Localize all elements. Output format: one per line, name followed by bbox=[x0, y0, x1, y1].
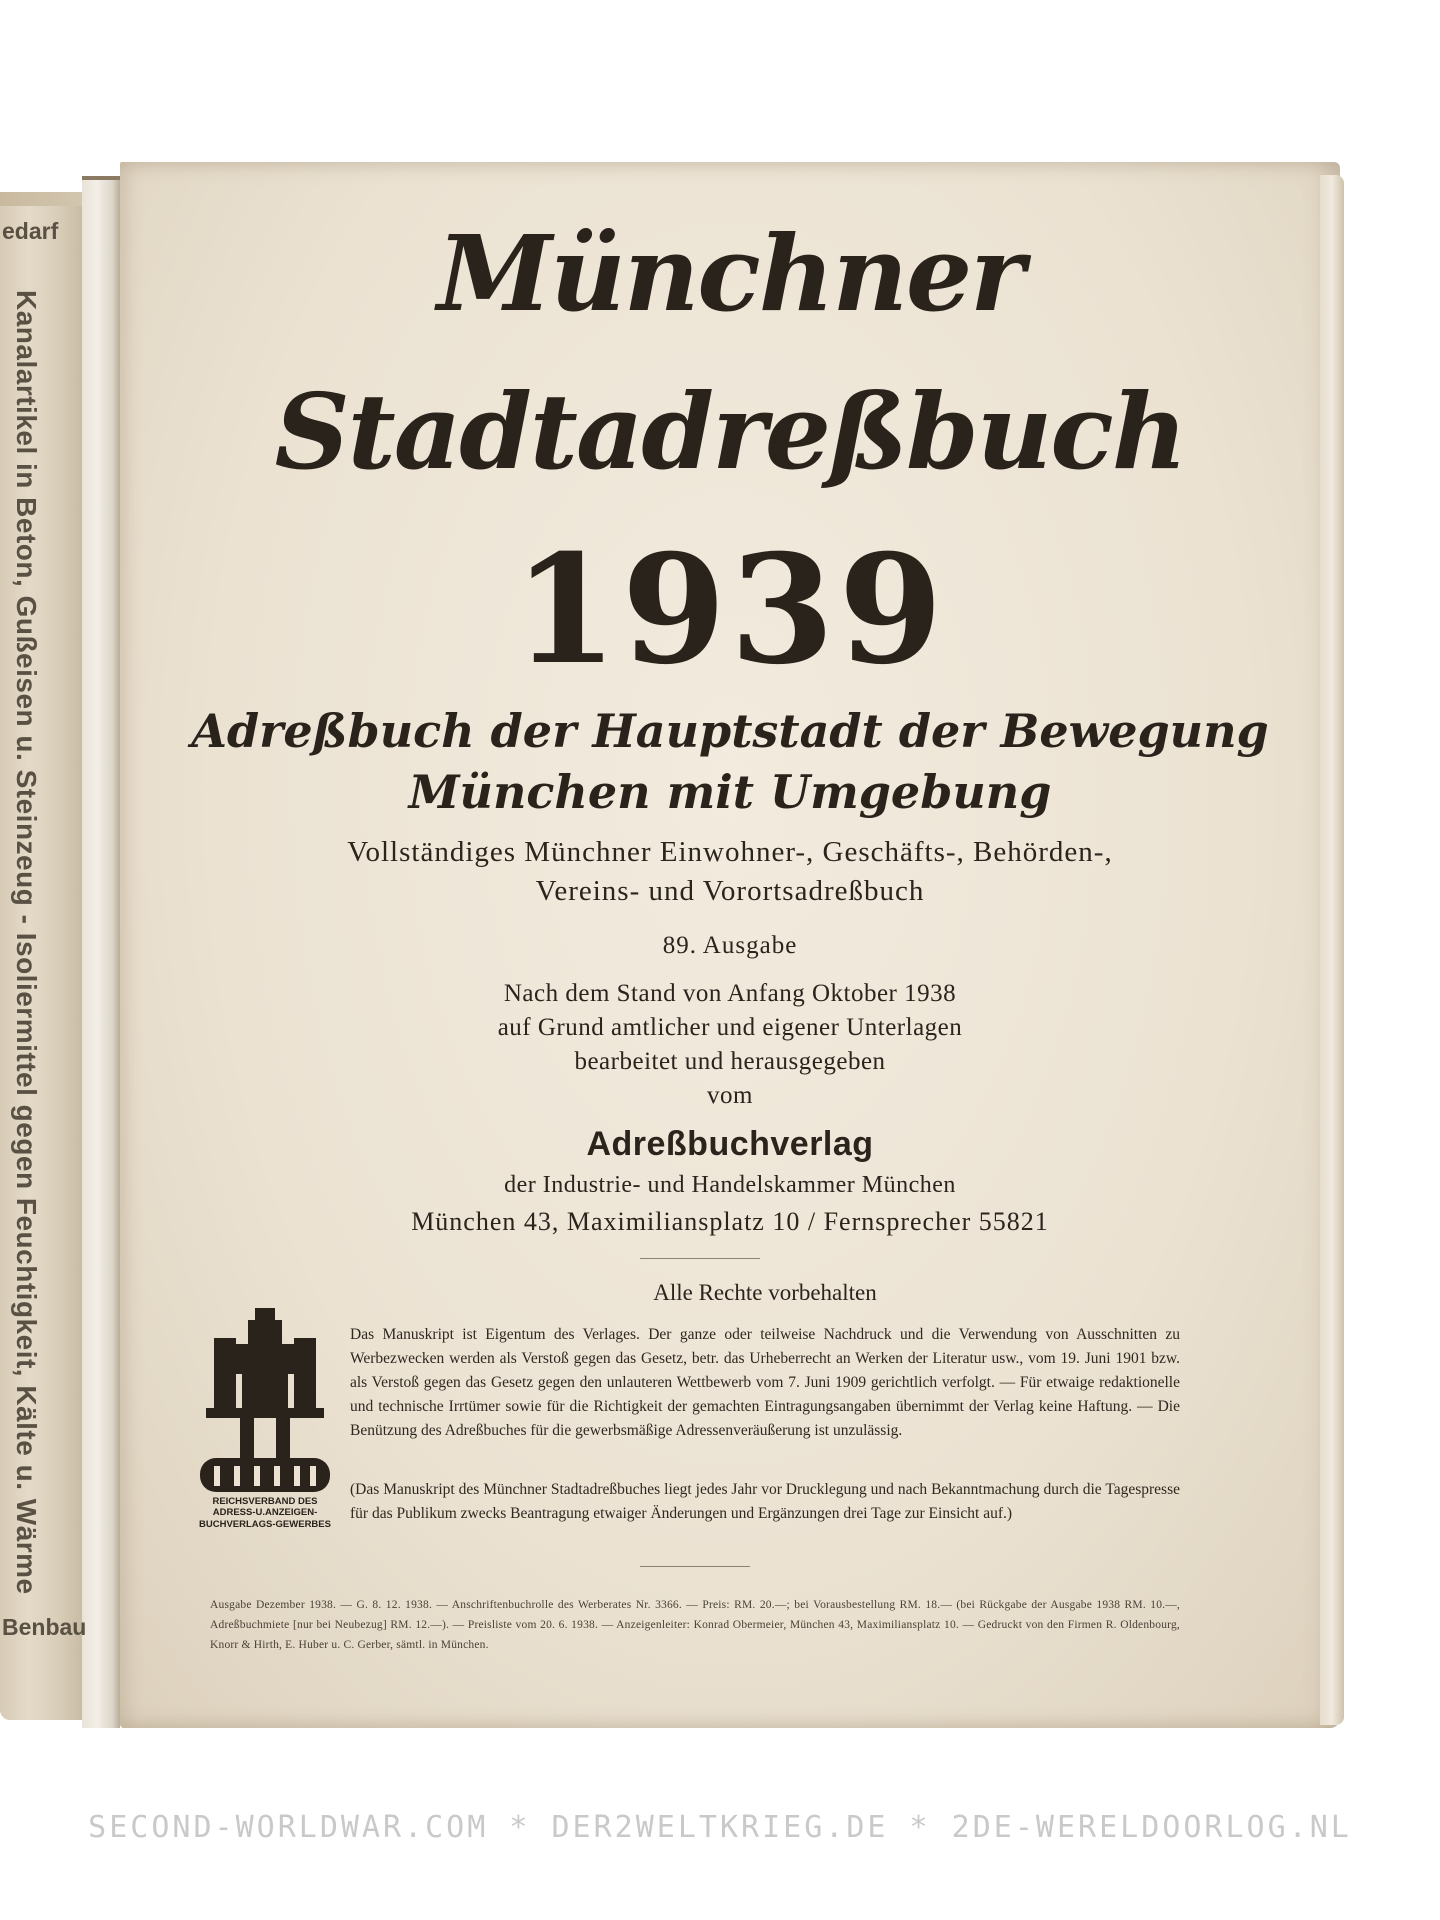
divider-bottom bbox=[640, 1566, 750, 1567]
edition: 89. Ausgabe bbox=[662, 932, 798, 959]
rights-heading: Alle Rechte vorbehalten bbox=[653, 1280, 877, 1305]
rights-paragraph-1: Das Manuskript ist Eigentum des Verlages. Der ganze oder teilweise Nachdruck und die Verwendung von Ausschnitten zu Werbezwecken werden als Verstoß gegen das Gesetz, betr. das Urheberrecht an Werken der Literatur usw., vom 19. Juni 1901 bzw. als Verstoß gegen das Gesetz gegen den unlauteren Wettbewerb vom 7. Juni 1909 gerichtlich verfolgt. — Für etwaige redaktionelle und technische Irrtümer sowie für die Richtigkeit der gemachten Eintragungsangaben übernimmt der Verlag keine Haftung. — Die Benützung des Adreßbuches für die gewerbsmäßige Adressenveräußerung ist unzulässig. bbox=[350, 1326, 1180, 1440]
rights-paragraph-2: (Das Manuskript des Münchner Stadtadreßbuches liegt jedes Jahr vor Drucklegung und nach Bekanntmachung durch die Tagespresse für das Publikum zwecks Beantragung etwaiger Änderungen und Ergänzungen drei Tage zur Einsicht auf.) bbox=[350, 1481, 1180, 1523]
watermark: SECOND-WORLDWAR.COM * DER2WELTKRIEG.DE * 2DE-WERELDOORLOG.NL bbox=[88, 1810, 1352, 1845]
imprint-footer: Ausgabe Dezember 1938. — G. 8. 12. 1938. — Anschriftenbuchrolle des Werberates Nr. 3366. — Preis: RM. 20.—; bei Vorausbestellung RM. 18.— (bei Rückgabe der Ausgabe 1938 RM. 10.—, Adreßbuchmiete [nur bei Neubezug] RM. 12.—). — Preisliste vom 20. 6. 1938. — Anzeigenleiter: Konrad Obermeier, München 43, Maximiliansplatz 10. — Gedruckt von den Firmen R. Oldenbourg, Knorr & Hirth, E. Huber u. C. Gerber, sämtl. in München. bbox=[210, 1599, 1180, 1652]
title-year: 1939 bbox=[513, 522, 947, 698]
subtitle-line-1: Adreßbuch der Hauptstadt der Bewegung bbox=[191, 704, 1269, 758]
reichsverband-eagle-logo bbox=[200, 1308, 330, 1493]
description-line-2: Vereins- und Vorortsadreßbuch bbox=[535, 875, 925, 907]
status-line-4: vom bbox=[707, 1082, 753, 1109]
spine-advertisement-text: Kanalartikel in Beton, Gußeisen u. Steinzeug - Isoliermittel gegen Feuchtigkeit, Kälte u. Wärme bbox=[11, 290, 42, 1595]
description-line-1: Vollständiges Münchner Einwohner-, Geschäfts-, Behörden-, bbox=[347, 836, 1113, 868]
divider-top bbox=[640, 1258, 760, 1259]
logo-caption: REICHSVERBAND DES ADRESS-U.ANZEIGEN-BUCHVERLAGS-GEWERBES bbox=[199, 1496, 331, 1530]
status-line-2: auf Grund amtlicher und eigener Unterlagen bbox=[497, 1014, 963, 1041]
subtitle-line-2: München mit Umgebung bbox=[408, 765, 1052, 819]
status-line-1: Nach dem Stand von Anfang Oktober 1938 bbox=[503, 980, 957, 1007]
spine-bottom-word: Benbau bbox=[2, 1614, 87, 1640]
publisher-name: Adreßbuchverlag bbox=[586, 1125, 874, 1163]
status-line-3: bearbeitet und herausgegeben bbox=[574, 1048, 886, 1075]
publisher-line-1: der Industrie- und Handelskammer München bbox=[504, 1172, 956, 1198]
spine-binding-strip bbox=[82, 176, 120, 1728]
title-line-1: Münchner bbox=[437, 212, 1023, 335]
spine-top-word: edarf bbox=[2, 218, 59, 244]
publisher-line-2: München 43, Maximiliansplatz 10 / Fernsprecher 55821 bbox=[411, 1207, 1049, 1236]
title-line-2: Stadtadreßbuch bbox=[274, 370, 1186, 493]
